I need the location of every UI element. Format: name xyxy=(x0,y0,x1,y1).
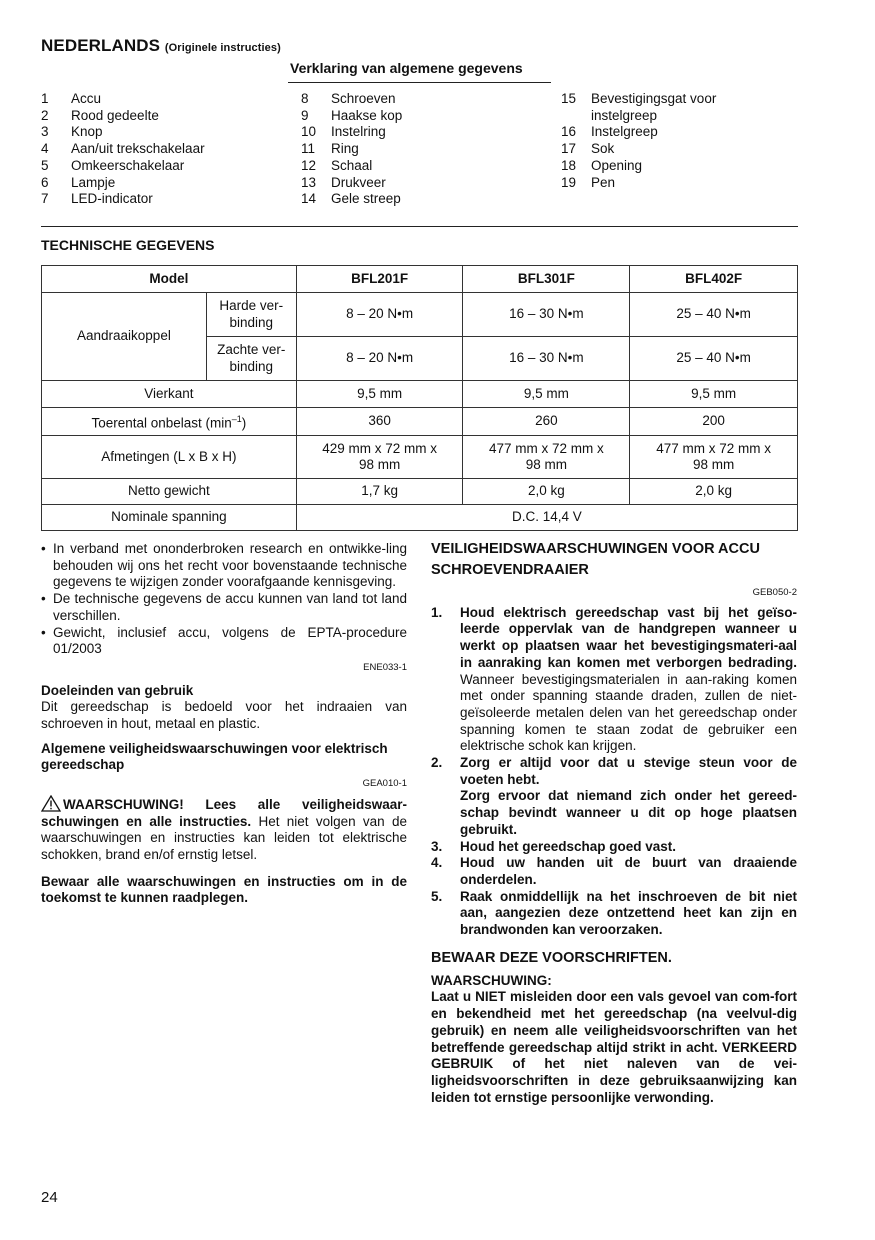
table-row xyxy=(42,408,798,436)
model-3: BFL402F xyxy=(630,266,798,293)
speed-label: Toerental onbelast $(\min^{-1})$ xyxy=(42,408,297,436)
save-instructions-title: BEWAAR DEZE VOORSCHRIFTEN. xyxy=(431,949,672,966)
table-cell: 25 – 40 N•m xyxy=(630,337,798,381)
list-item: 1. Houd elektrisch gereedschap vast bij het geïso-leerde oppervlak van de handgrepen wanneer u werkt op plaatsen waar het bevestigingsmateri-aal in aanraking kan komen met verborgen bedrading. Wanneer bevestigingsmaterialen in aan-raking komen met onder spanning staande draden, zullen de niet-geïsoleerde metalen delen van het gereedschap onder spanning komen te staan zodat de gebruiker een elektrische schok kan krijgen. xyxy=(431,604,797,754)
model-2: BFL301F xyxy=(463,266,630,293)
dimensions-label: Afmetingen (L x B x H) xyxy=(42,436,297,479)
screwdriver-safety-title: VEILIGHEIDSWAARSCHUWINGEN VOOR ACCU SCHROEVENDRAAIER xyxy=(431,541,760,578)
legend-number: 5 xyxy=(41,157,49,173)
legend-item xyxy=(561,175,801,192)
legend-label: Schroeven xyxy=(331,91,396,106)
specs-table xyxy=(41,265,798,531)
table-cell: 8 – 20 N•m xyxy=(296,337,463,381)
model-1: BFL201F xyxy=(296,266,463,293)
reference-code: GEA010-1 xyxy=(362,778,407,790)
legend-item xyxy=(41,124,281,141)
legend-item xyxy=(301,108,541,125)
legend-number xyxy=(561,108,591,125)
legend-number: 18 xyxy=(561,157,577,173)
legend-item xyxy=(41,108,281,125)
legend-number: 16 xyxy=(561,124,577,140)
legend-number: 2 xyxy=(41,107,49,123)
table-row xyxy=(42,293,798,337)
general-warning: WAARSCHUWING! Lees alle veiligheidswaar-schuwingen en alle instructies. Het niet volgen van de waarschuwingen en instructies kan leiden tot elektrische schokken, brand en/of ernstig letsel. xyxy=(41,796,407,862)
reference-code: ENE033-1 xyxy=(363,661,407,673)
hard-joint-label: Harde ver- binding xyxy=(206,293,296,337)
legend-label: Aan/uit trekschakelaar xyxy=(71,141,205,157)
legend-number: 4 xyxy=(41,141,49,157)
warning-triangle-icon xyxy=(41,795,61,812)
table-cell: 200 xyxy=(630,408,798,436)
table-row xyxy=(42,436,798,479)
page-number: 24 xyxy=(41,1189,58,1206)
legend-label: Omkeerschakelaar xyxy=(71,157,185,173)
list-item: 5. Raak onmiddellijk na het inschroeven de bit niet aan, aangezien deze ontzettend heet kan zijn en brandwonden kan veroorzaken. xyxy=(431,888,797,938)
legend-column-3 xyxy=(561,91,801,191)
legend-label: Accu xyxy=(71,91,102,106)
legend-number: 14 xyxy=(301,191,317,207)
keep-instructions-text: Bewaar alle waarschuwingen en instructies om in de toekomst te kunnen raadplegen. xyxy=(41,873,407,906)
list-item: • Gewicht, inclusief accu, volgens de EPTA-procedure 01/2003 xyxy=(41,625,407,658)
square-label: Vierkant xyxy=(42,381,297,408)
legend-number: 7 xyxy=(41,191,49,207)
legend-number: 1 xyxy=(41,91,49,106)
legend-label: Bevestigingsgat voor xyxy=(591,91,717,106)
legend-label: Pen xyxy=(591,174,616,190)
legend-number: 8 xyxy=(301,91,309,106)
model-header: Model xyxy=(42,266,297,293)
table-cell: 2,0 kg xyxy=(630,479,798,505)
warning-text: Laat u NIET misleiden door een vals gevoel van com-fort en bekendheid met het gereedschap (na veelvul-dig gebruik) en neem alle veiligheidsvoorschriften van het betreffende gereedschap altijd strikt in acht. VERKEERD GEBRUIK of het niet naleven van de vei-ligheidsvoorschriften in deze gebruiksaanwijzing kan leiden tot ernstige persoonlijke verwonding. xyxy=(431,989,797,1105)
legend-item xyxy=(561,108,801,125)
legend-item xyxy=(561,124,801,141)
legend-number: 11 xyxy=(301,141,316,157)
table-cell: 477 mm x 72 mm x 98 mm xyxy=(630,436,798,479)
legend-item xyxy=(301,175,541,192)
safety-list xyxy=(431,605,797,939)
legend-number: 15 xyxy=(561,91,577,106)
warning-label: WAARSCHUWING: xyxy=(431,972,552,988)
table-cell: 9,5 mm xyxy=(463,381,630,408)
legend-label: Gele streep xyxy=(331,191,401,207)
table-cell: 16 – 30 N•m xyxy=(463,293,630,337)
voltage-label: Nominale spanning xyxy=(42,505,297,531)
legend-label: Instelgreep xyxy=(591,124,658,140)
legend-number: 9 xyxy=(301,107,309,123)
legend-label: LED-indicator xyxy=(71,191,153,207)
purpose-text: Dit gereedschap is bedoeld voor het indraaien van schroeven in hout, metaal en plastic. xyxy=(41,699,407,732)
list-item: • In verband met ononderbroken research en ontwikke-ling behouden wij ons het recht voor bovenstaande technische gegevens te wijzigen zonder voorafgaande kennisgeving. xyxy=(41,541,407,591)
legend-column-2 xyxy=(301,91,541,208)
voltage-value: D.C. 14,4 V xyxy=(296,505,797,531)
torque-label: Aandraaikoppel xyxy=(42,293,207,381)
language-title: NEDERLANDS xyxy=(41,36,161,55)
legend-item xyxy=(561,141,801,158)
legend-number: 3 xyxy=(41,124,49,140)
left-column xyxy=(41,541,407,907)
legend-label: Haakse kop xyxy=(331,107,403,123)
legend-number: 12 xyxy=(301,157,317,173)
legend-item xyxy=(301,158,541,175)
legend-label: Opening xyxy=(591,157,643,173)
specs-title: TECHNISCHE GEGEVENS xyxy=(41,237,215,253)
legend-divider xyxy=(288,82,551,83)
weight-label: Netto gewicht xyxy=(42,479,297,505)
table-cell: 2,0 kg xyxy=(463,479,630,505)
legend-label: Sok xyxy=(591,141,615,157)
legend-label: Lampje xyxy=(71,174,116,190)
table-cell: 360 xyxy=(296,408,463,436)
table-cell: 477 mm x 72 mm x 98 mm xyxy=(463,436,630,479)
table-row xyxy=(42,266,798,293)
legend-label: Knop xyxy=(71,124,103,140)
legend-item xyxy=(41,158,281,175)
legend-item xyxy=(41,191,281,208)
right-column xyxy=(431,539,797,1106)
legend-label: instelgreep xyxy=(591,107,658,123)
reference-code: GEB050-2 xyxy=(752,587,797,598)
header-subtitle: (Originele instructies) xyxy=(164,42,281,54)
legend-item xyxy=(301,124,541,141)
legend-number: 6 xyxy=(41,174,49,190)
legend-label: Schaal xyxy=(331,157,373,173)
general-safety-title: Algemene veiligheidswaarschuwingen voor elektrisch gereedschap xyxy=(41,740,388,773)
legend-label: Drukveer xyxy=(331,174,386,190)
legend-title: Verklaring van algemene gegevens xyxy=(290,60,523,76)
table-cell: 9,5 mm xyxy=(630,381,798,408)
section-divider xyxy=(41,226,798,227)
purpose-title: Doeleinden van gebruik xyxy=(41,682,194,698)
legend-column-1 xyxy=(41,91,281,208)
legend-label: Ring xyxy=(331,141,359,157)
legend-number: 19 xyxy=(561,174,577,190)
legend-number: 10 xyxy=(301,124,317,140)
legend-item xyxy=(301,91,541,108)
table-row xyxy=(42,479,798,505)
legend-item xyxy=(301,191,541,208)
legend-number: 17 xyxy=(561,141,577,157)
table-row xyxy=(42,381,798,408)
table-cell: 25 – 40 N•m xyxy=(630,293,798,337)
legend-label: Rood gedeelte xyxy=(71,107,159,123)
list-item: 4. Houd uw handen uit de buurt van draaiende onderdelen. xyxy=(431,855,797,887)
list-item: • De technische gegevens de accu kunnen van land tot land verschillen. xyxy=(41,591,407,624)
table-cell: 16 – 30 N•m xyxy=(463,337,630,381)
table-cell: 9,5 mm xyxy=(296,381,463,408)
table-cell: 260 xyxy=(463,408,630,436)
list-item: 2. Zorg er altijd voor dat u stevige steun voor de voeten hebt. Zorg ervoor dat niemand zich onder het gereed-schap bevindt wanneer u dit op hoge plaatsen gebruikt. xyxy=(431,755,797,837)
list-item: 3. Houd het gereedschap goed vast. xyxy=(431,838,677,854)
table-cell: 429 mm x 72 mm x 98 mm xyxy=(296,436,463,479)
legend-label: Instelring xyxy=(331,124,386,140)
legend-item xyxy=(41,91,281,108)
legend-item xyxy=(41,175,281,192)
legend-number: 13 xyxy=(301,174,317,190)
legend-item xyxy=(41,141,281,158)
table-cell: 8 – 20 N•m xyxy=(296,293,463,337)
table-cell: 1,7 kg xyxy=(296,479,463,505)
table-row xyxy=(42,505,798,531)
page-header xyxy=(41,36,281,56)
legend-item xyxy=(301,141,541,158)
soft-joint-label: Zachte ver- binding xyxy=(206,337,296,381)
legend-item xyxy=(561,91,801,108)
legend-item xyxy=(561,158,801,175)
